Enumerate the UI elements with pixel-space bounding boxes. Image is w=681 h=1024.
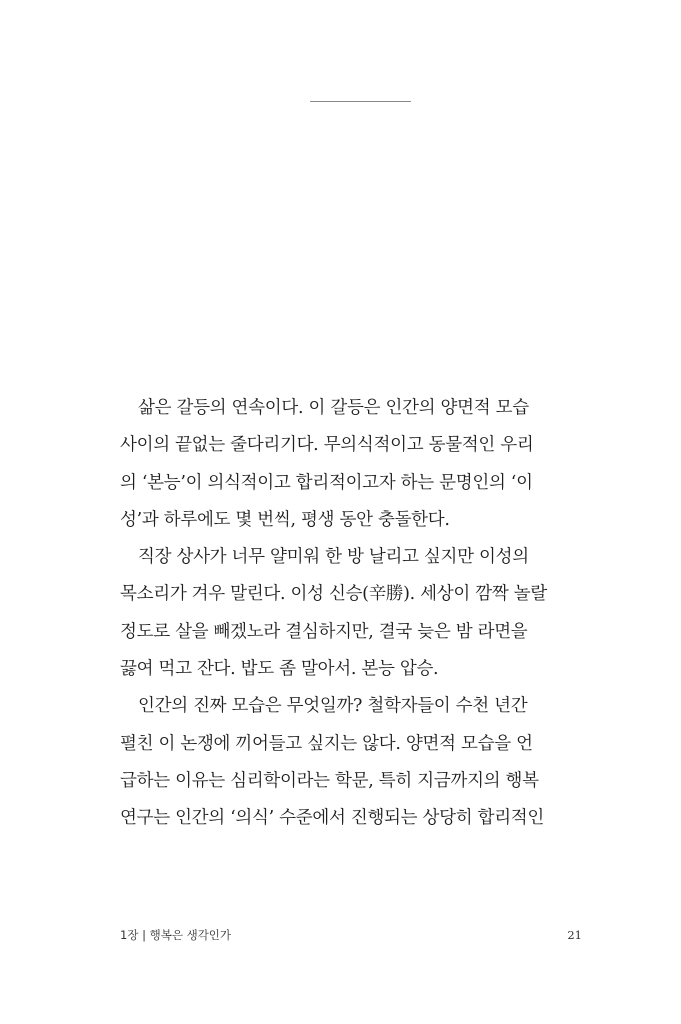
paragraph-2 (120, 539, 580, 688)
page-number: 21 (567, 928, 582, 942)
running-head: 1장 | 행복은 생각인가 (120, 928, 232, 942)
text-line: 삶은 갈등의 연속이다. 이 갈등은 인간의 양면적 모습 (138, 398, 529, 418)
body-text (120, 390, 580, 838)
text-line: 목소리가 겨우 말린다. 이성 신승(辛勝). 세상이 깜짝 놀랄 (120, 584, 547, 605)
text-line: 성’과 하루에도 몇 번씩, 평생 동안 충돌한다. (120, 509, 450, 530)
paragraph-3 (120, 688, 580, 837)
header-rule (310, 101, 411, 102)
text-line: 의 ‘본능’이 의식적이고 합리적이고자 하는 문명인의 ‘이 (120, 472, 533, 493)
text-line: 끓여 먹고 잔다. 밥도 좀 말아서. 본능 압승. (120, 659, 439, 680)
text-line: 펼친 이 논쟁에 끼어들고 싶지는 않다. 양면적 모습을 언 (120, 733, 533, 754)
text-line: 직장 상사가 너무 얄미워 한 방 날리고 싶지만 이성의 (138, 547, 529, 568)
text-line: 정도로 살을 빼겠노라 결심하지만, 결국 늦은 밤 라면을 (120, 621, 528, 642)
text-line: 급하는 이유는 심리학이라는 학문, 특히 지금까지의 행복 (120, 770, 539, 791)
text-line: 연구는 인간의 ‘의식’ 수준에서 진행되는 상당히 합리적인 (120, 808, 545, 829)
text-line: 인간의 진짜 모습은 무엇일까? 철학자들이 수천 년간 (138, 696, 528, 717)
paragraph-1 (120, 390, 580, 539)
text-line: 사이의 끝없는 줄다리기다. 무의식적이고 동물적인 우리 (120, 435, 534, 456)
page-footer (120, 925, 582, 945)
